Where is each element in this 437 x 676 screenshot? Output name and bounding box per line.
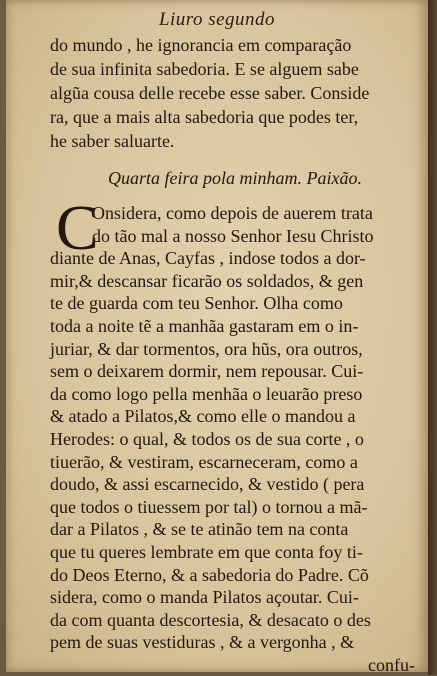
- text-line: he saber saluarte.: [50, 131, 175, 151]
- text-line: dar a Pilatos , & se te atinão tem na conta: [50, 519, 349, 540]
- text-line: tiuerão, & vestiram, escarneceram, como a: [50, 451, 358, 472]
- text-line: confu-: [368, 654, 415, 675]
- text-line: pem de suas vestiduras , & a vergonha , &: [50, 632, 355, 653]
- text-line: ra, que a mais alta sabedoria que podes ter,: [50, 107, 359, 127]
- text-line: algũa cousa delle recebe esse saber. Conside: [50, 83, 370, 103]
- text-line: Herodes: o qual, & todos os de sua corte , o: [50, 428, 364, 449]
- text-line: do tão mal a nosso Senhor Iesu Christo: [92, 225, 374, 246]
- text-line: que tu queres lembrate em que conta foy ti-: [50, 541, 363, 562]
- text-line: & atado a Pilatos,& como elle o mandou a: [50, 406, 356, 427]
- book-page: [6, 0, 428, 675]
- text-line: sem o deixarem dormir, nem repousar. Cui-: [50, 361, 364, 382]
- text-line: sidera, como o manda Pilatos açoutar. Cui-: [50, 587, 359, 608]
- text-line: mir,& descansar ficarão os soldados, & gen: [50, 270, 364, 291]
- text-line: diante de Anas, Cayfas , indose todos a dor-: [50, 248, 366, 269]
- book-edge: [428, 0, 437, 675]
- text-line: da com quanta descortesia, & desacato o des: [50, 609, 371, 630]
- text-line: do Deos Eterno, & a sabedoria do Padre. Cõ: [50, 564, 369, 585]
- drop-cap: C: [56, 192, 99, 263]
- main-paragraph: [50, 202, 415, 676]
- text-line: doudo, & assi escarnecido, & vestido ( pera: [50, 474, 365, 495]
- text-line: de sua infinita sabedoria. E se alguem sabe: [50, 59, 359, 79]
- top-paragraph: [50, 33, 412, 153]
- text-line: da como logo pella menhãa o leuarão preso: [50, 383, 363, 404]
- text-line: Onsidera, como depois de auerem trata: [92, 203, 373, 223]
- running-header: Liuro segundo: [158, 9, 276, 30]
- text-line: que todos o tiuessem por tal) o tornou a mã-: [50, 496, 368, 517]
- text-line: te de guarda com teu Senhor. Olha como: [50, 293, 343, 314]
- text-line: do mundo , he ignorancia em comparação: [50, 35, 352, 55]
- section-title: Quarta feira pola minham. Paixão.: [108, 168, 362, 188]
- text-line: toda a noite tẽ a manhãa gastaram em o in-: [50, 315, 359, 336]
- text-line: juriar, & dar tormentos, ora hũs, ora outros,: [50, 338, 363, 359]
